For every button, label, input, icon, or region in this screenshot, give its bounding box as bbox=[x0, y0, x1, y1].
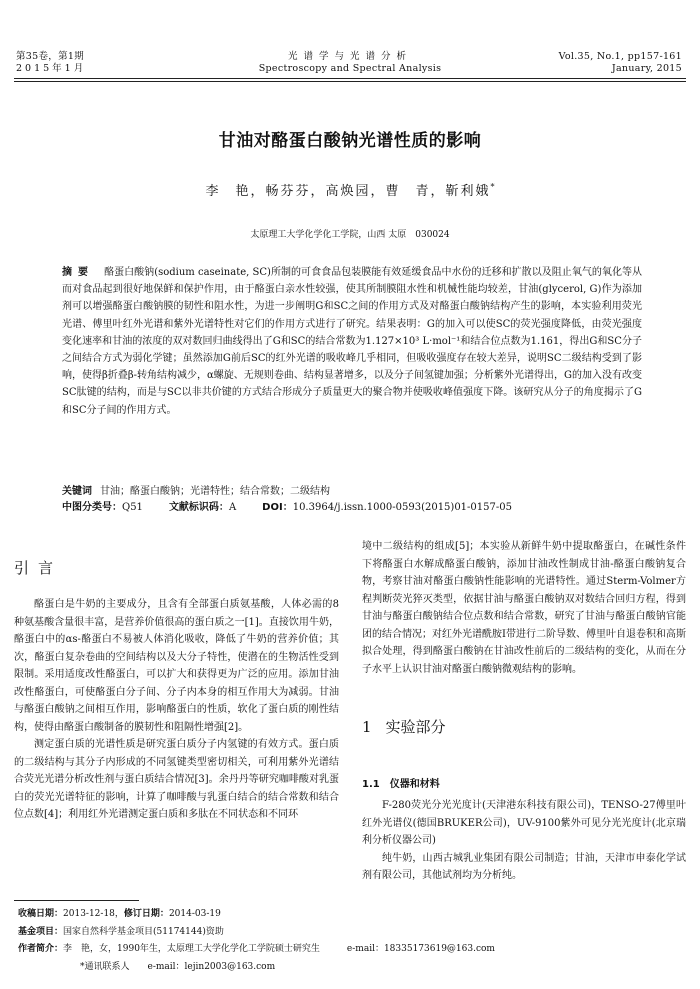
dates-line bbox=[18, 906, 495, 924]
section-1-title: 实验部分 bbox=[385, 718, 446, 736]
clc-label: 中图分类号： bbox=[62, 502, 122, 513]
revised-label: 修订日期： bbox=[123, 909, 169, 919]
volume-issue: 第35卷，第1期 bbox=[16, 51, 85, 62]
footnote-rule bbox=[14, 900, 139, 901]
section-1-number: 1 bbox=[362, 718, 372, 736]
instruments-paragraph: F-280荧光分光光度计(天津港东科技有限公司)，TENSO-27傅里叶红外光谱仪(德国BRUKER公司)，UV-9100紫外可见分光光度计(北京瑞利分析仪器公司) bbox=[362, 800, 686, 846]
author-list bbox=[0, 180, 700, 199]
issue-month: January, 2015 bbox=[611, 63, 682, 74]
doi-label: DOI： bbox=[262, 502, 293, 513]
intro-paragraph-2: 测定蛋白质的光谱性质是研究蛋白质分子内氢键的有效方式。蛋白质的二级结构与其分子内形成的不同氢键类型密切相关，可利用紫外光谱结合荧光光谱分析改性剂与蛋白质结合情况[3]。余丹丹等研究咖啡酸对乳蛋白的荧光光谱特征的影响，计算了咖啡酸与乳蛋白结合的结合常数和结合位点数[4]；利用红外光谱测定蛋白质和多肽在不同状态和不同环 bbox=[14, 739, 339, 820]
intro-heading: 引言 bbox=[14, 559, 63, 577]
affiliation: 太原理工大学化学化工学院，山西 太原 030024 bbox=[250, 230, 450, 240]
abstract-label: 摘要 bbox=[62, 267, 95, 278]
subsection-1-1-heading bbox=[362, 775, 440, 790]
keywords-label: 关键词 bbox=[62, 486, 92, 497]
materials-paragraph: 纯牛奶，山西古城乳业集团有限公司制造；甘油，天津市申泰化学试剂有限公司，其他试剂均为分析纯。 bbox=[362, 852, 686, 881]
keywords-block bbox=[62, 484, 642, 516]
subsection-1-1-number: 1.1 bbox=[362, 779, 380, 790]
authors-names: 李 艳，畅芬芬，高焕园，曹 青，靳利娥 bbox=[205, 184, 491, 199]
abstract-text: 酪蛋白酸钠(sodium caseinate, SC)所制的可食食品包装膜能有效延缓食品中水份的迁移和扩散以及阻止氧气的氧化等从而对食品起到很好地保鲜和保护作用，由于酪蛋白亲水性较强，使其所制膜阻水性和机械性能均较差，甘油(glycerol, G)作为添加剂可以增强酪蛋白酸钠膜的韧性和阻水性，为进一步阐明G和SC之间的作用方式及对酪蛋白酸钠结构产生的影响，本实验利用荧光光谱、傅里叶红外光谱和紫外光谱特性对它们的作用方式进行了研究。结果表明：G的加入可以使SC的荧光强度降低，由荧光强度变化速率和甘油的浓度的双对数回归曲线得出了G和SC的结合常数为1.127×10³ L·mol⁻¹和结合位点数为1.161，得出G和SC分子之间结合方式为弱化学键；虽然添加G前后SC的红外光谱的吸收峰几乎相同，但吸收强度存在较大差异，说明SC二级结构受到了影响，使得β折叠β-转角结构减少，α螺旋、无规则卷曲、结构显著增多，以及分子间氢键加强；分析紫外光谱得出，G的加入没有改变SC肽键的结构，而是与SC以非共价键的方式结合形成分子质量更大的聚合物并使吸收峰值强度下降。该研究从分子的角度揭示了G和SC分子间的作用方式。 bbox=[62, 267, 642, 416]
section-1-body bbox=[362, 797, 686, 885]
doc-code-value: A bbox=[228, 502, 237, 513]
section-1-heading bbox=[362, 716, 446, 737]
abstract bbox=[62, 264, 642, 419]
keywords-row bbox=[62, 484, 642, 500]
author-bio: 李 艳，女，1990年生，太原理工大学化学化工学院硕士研究生 e-mail：18335173619@163.com bbox=[63, 944, 495, 954]
revised-date: 2014-03-19 bbox=[168, 909, 221, 919]
doc-code-label: 文献标识码： bbox=[168, 502, 229, 513]
subsection-1-1-title: 仪器和材料 bbox=[389, 779, 440, 790]
journal-citation bbox=[559, 51, 682, 75]
journal-title-cn: 光谱学与光谱分析 bbox=[287, 51, 412, 62]
intro-paragraph-1: 酪蛋白是牛奶的主要成分，且含有全部蛋白质氨基酸，人体必需的8种氨基酸含量很丰富，是营养价值很高的蛋白质之一[1]。直接饮用牛奶，酪蛋白中的αs-酪蛋白不易被人体消化吸收，降低了牛奶的营养价值；其次，酪蛋白复杂卷曲的空间结构以及大分子特性，使潜在的生物活性受到限制。采用适度改性酪蛋白，可以扩大和获得更为广泛的应用。添加甘油改性酪蛋白，可使酪蛋白分子间、分子内本身的相互作用大为减弱。甘油与酪蛋白酸钠之间相互作用，影响酪蛋白的性质，软化了蛋白质的刚性结构，使得由酪蛋白酸制备的膜韧性和阻隔性增强[2]。 bbox=[14, 599, 339, 733]
corresponding-mark: * bbox=[490, 182, 495, 192]
intro-paragraph-3: 境中二级结构的组成[5]；本实验从新鲜牛奶中提取酪蛋白，在碱性条件下将酪蛋白水解成酪蛋白酸钠，添加甘油改性制成甘油-酪蛋白酸钠复合物，考察甘油对酪蛋白酸钠性能影响的光谱特性。通过Sterm-Volmer方程判断荧光猝灭类型，依据甘油与酪蛋白酸钠双对数结合回归方程，得到甘油与酪蛋白酸钠结合位点数和结合常数，研究了甘油与酪蛋白酸钠官能团的结合情况；对红外光谱酰胺Ⅰ带进行二阶导数、傅里叶自退卷积和高斯拟合处理，得到酪蛋白酸钠在甘油改性前后的二级结构的变化，从而在分子水平上认识甘油对酪蛋白酸钠微观结构的影响。 bbox=[362, 541, 686, 675]
volume-pages: Vol.35, No.1, pp157-161 bbox=[558, 51, 682, 62]
intro-body-left bbox=[14, 596, 339, 824]
classification-row bbox=[62, 500, 642, 516]
doi-value: 10.3964/j.issn.1000-0593(2015)01-0157-05 bbox=[292, 502, 512, 513]
corresponding-author-line: *通讯联系人 e-mail：lejin2003@163.com bbox=[80, 961, 276, 972]
paper-title: 甘油对酪蛋白酸钠光谱性质的影响 bbox=[218, 131, 482, 151]
author-bio-line bbox=[18, 941, 495, 959]
intro-body-right bbox=[362, 538, 686, 678]
clc-value: Q51 bbox=[122, 502, 143, 513]
fund-line bbox=[18, 924, 495, 942]
author-bio-label: 作者简介： bbox=[18, 944, 64, 954]
header-rule-top bbox=[14, 78, 686, 79]
received-label: 收稿日期： bbox=[18, 909, 64, 919]
header-rule-bottom bbox=[14, 81, 686, 82]
keywords-text: 甘油；酪蛋白酸钠；光谱特性；结合常数；二级结构 bbox=[100, 486, 330, 497]
publication-date: 2015年1月 bbox=[16, 63, 87, 74]
fund-label: 基金项目： bbox=[18, 926, 64, 937]
journal-title-en: Spectroscopy and Spectral Analysis bbox=[258, 63, 442, 74]
footnotes bbox=[18, 906, 495, 976]
received-date: 2013-12-18， bbox=[63, 909, 124, 919]
fund-value: 国家自然科学基金项目(51174144)资助 bbox=[63, 926, 224, 937]
